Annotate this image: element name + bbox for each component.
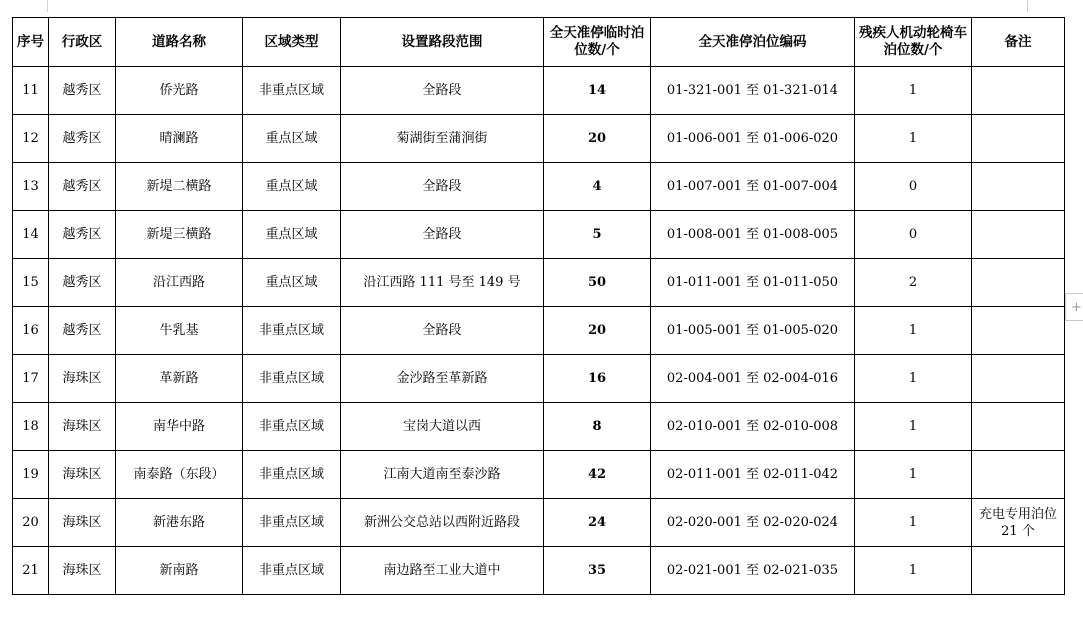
plus-icon: + (1071, 300, 1082, 315)
cell-index: 14 (13, 211, 49, 259)
cell-zone-type: 非重点区域 (243, 307, 341, 355)
cell-index: 13 (13, 163, 49, 211)
cell-temp-parking-count: 24 (544, 499, 651, 547)
cell-remarks (972, 163, 1065, 211)
cell-section-range: 全路段 (341, 307, 544, 355)
document-sheet (12, 17, 1065, 595)
cell-district: 海珠区 (49, 451, 116, 499)
cell-section-range: 金沙路至革新路 (341, 355, 544, 403)
table-row (13, 355, 1065, 403)
cell-parking-code: 01-321-001 至 01-321-014 (651, 67, 855, 115)
cell-district: 海珠区 (49, 547, 116, 595)
cell-index: 21 (13, 547, 49, 595)
table-row (13, 451, 1065, 499)
cell-wheelchair-parking-count: 1 (855, 355, 972, 403)
cell-road-name: 新港东路 (116, 499, 243, 547)
header-zone-type: 区域类型 (243, 18, 341, 67)
header-index: 序号 (13, 18, 49, 67)
cell-remarks (972, 115, 1065, 163)
cell-road-name: 沿江西路 (116, 259, 243, 307)
header-road-name: 道路名称 (116, 18, 243, 67)
cell-parking-code: 02-021-001 至 02-021-035 (651, 547, 855, 595)
cell-parking-code: 01-011-001 至 01-011-050 (651, 259, 855, 307)
cell-parking-code: 02-010-001 至 02-010-008 (651, 403, 855, 451)
table-row (13, 115, 1065, 163)
cell-district: 越秀区 (49, 115, 116, 163)
cell-section-range: 宝岗大道以西 (341, 403, 544, 451)
cell-section-range: 江南大道南至泰沙路 (341, 451, 544, 499)
table-row (13, 547, 1065, 595)
cell-remarks (972, 403, 1065, 451)
cell-wheelchair-parking-count: 0 (855, 211, 972, 259)
header-wheelchair-parking-count: 残疾人机动轮椅车泊位数/个 (855, 18, 972, 67)
cell-parking-code: 02-020-001 至 02-020-024 (651, 499, 855, 547)
cell-road-name: 革新路 (116, 355, 243, 403)
cell-section-range: 沿江西路 111 号至 149 号 (341, 259, 544, 307)
table-row (13, 403, 1065, 451)
cell-index: 17 (13, 355, 49, 403)
cell-temp-parking-count: 20 (544, 115, 651, 163)
cell-parking-code: 01-005-001 至 01-005-020 (651, 307, 855, 355)
cell-wheelchair-parking-count: 1 (855, 499, 972, 547)
cell-road-name: 牛乳基 (116, 307, 243, 355)
cell-wheelchair-parking-count: 1 (855, 307, 972, 355)
cell-zone-type: 非重点区域 (243, 403, 341, 451)
cell-temp-parking-count: 14 (544, 67, 651, 115)
table-body (13, 67, 1065, 595)
cell-road-name: 南华中路 (116, 403, 243, 451)
header-section-range: 设置路段范围 (341, 18, 544, 67)
cell-remarks (972, 259, 1065, 307)
cell-district: 越秀区 (49, 163, 116, 211)
cell-road-name: 新堤三横路 (116, 211, 243, 259)
cell-remarks (972, 307, 1065, 355)
cell-section-range: 新洲公交总站以西附近路段 (341, 499, 544, 547)
cell-road-name: 新南路 (116, 547, 243, 595)
cell-index: 16 (13, 307, 49, 355)
cell-zone-type: 非重点区域 (243, 355, 341, 403)
table-row (13, 163, 1065, 211)
cell-remarks (972, 547, 1065, 595)
cell-index: 19 (13, 451, 49, 499)
cell-temp-parking-count: 4 (544, 163, 651, 211)
cell-road-name: 侨光路 (116, 67, 243, 115)
table-row (13, 307, 1065, 355)
cell-parking-code: 01-008-001 至 01-008-005 (651, 211, 855, 259)
cell-district: 越秀区 (49, 67, 116, 115)
cell-parking-code: 02-004-001 至 02-004-016 (651, 355, 855, 403)
cell-remarks: 充电专用泊位 21 个 (972, 499, 1065, 547)
cell-zone-type: 重点区域 (243, 163, 341, 211)
cell-district: 越秀区 (49, 259, 116, 307)
cell-parking-code: 01-006-001 至 01-006-020 (651, 115, 855, 163)
cell-wheelchair-parking-count: 1 (855, 547, 972, 595)
page-corner-mark-right (1027, 0, 1028, 12)
cell-section-range: 全路段 (341, 163, 544, 211)
cell-zone-type: 重点区域 (243, 115, 341, 163)
cell-index: 12 (13, 115, 49, 163)
cell-remarks (972, 451, 1065, 499)
cell-zone-type: 重点区域 (243, 259, 341, 307)
side-expand-handle[interactable] (1065, 293, 1083, 321)
cell-index: 11 (13, 67, 49, 115)
cell-temp-parking-count: 20 (544, 307, 651, 355)
cell-index: 15 (13, 259, 49, 307)
cell-remarks (972, 355, 1065, 403)
cell-temp-parking-count: 16 (544, 355, 651, 403)
cell-road-name: 南泰路（东段） (116, 451, 243, 499)
table-header-row (13, 18, 1065, 67)
cell-wheelchair-parking-count: 1 (855, 403, 972, 451)
table-row (13, 211, 1065, 259)
cell-wheelchair-parking-count: 2 (855, 259, 972, 307)
cell-section-range: 菊湖街至蒲涧街 (341, 115, 544, 163)
cell-remarks (972, 67, 1065, 115)
cell-district: 越秀区 (49, 211, 116, 259)
cell-zone-type: 非重点区域 (243, 499, 341, 547)
cell-wheelchair-parking-count: 0 (855, 163, 972, 211)
cell-temp-parking-count: 42 (544, 451, 651, 499)
cell-parking-code: 01-007-001 至 01-007-004 (651, 163, 855, 211)
header-parking-code: 全天准停泊位编码 (651, 18, 855, 67)
table-row (13, 67, 1065, 115)
cell-zone-type: 重点区域 (243, 211, 341, 259)
header-district: 行政区 (49, 18, 116, 67)
cell-temp-parking-count: 50 (544, 259, 651, 307)
parking-spaces-table (12, 17, 1065, 595)
cell-district: 海珠区 (49, 355, 116, 403)
cell-road-name: 晴澜路 (116, 115, 243, 163)
cell-zone-type: 非重点区域 (243, 451, 341, 499)
table-row (13, 499, 1065, 547)
cell-wheelchair-parking-count: 1 (855, 115, 972, 163)
cell-temp-parking-count: 8 (544, 403, 651, 451)
cell-index: 18 (13, 403, 49, 451)
cell-section-range: 全路段 (341, 211, 544, 259)
cell-temp-parking-count: 35 (544, 547, 651, 595)
cell-district: 海珠区 (49, 403, 116, 451)
header-remarks: 备注 (972, 18, 1065, 67)
cell-temp-parking-count: 5 (544, 211, 651, 259)
cell-district: 海珠区 (49, 499, 116, 547)
table-row (13, 259, 1065, 307)
cell-section-range: 全路段 (341, 67, 544, 115)
cell-section-range: 南边路至工业大道中 (341, 547, 544, 595)
cell-wheelchair-parking-count: 1 (855, 451, 972, 499)
cell-parking-code: 02-011-001 至 02-011-042 (651, 451, 855, 499)
cell-district: 越秀区 (49, 307, 116, 355)
cell-wheelchair-parking-count: 1 (855, 67, 972, 115)
page-corner-mark-left (47, 0, 48, 12)
header-temp-parking-count: 全天准停临时泊位数/个 (544, 18, 651, 67)
cell-road-name: 新堤二横路 (116, 163, 243, 211)
cell-index: 20 (13, 499, 49, 547)
cell-zone-type: 非重点区域 (243, 67, 341, 115)
cell-zone-type: 非重点区域 (243, 547, 341, 595)
cell-remarks (972, 211, 1065, 259)
